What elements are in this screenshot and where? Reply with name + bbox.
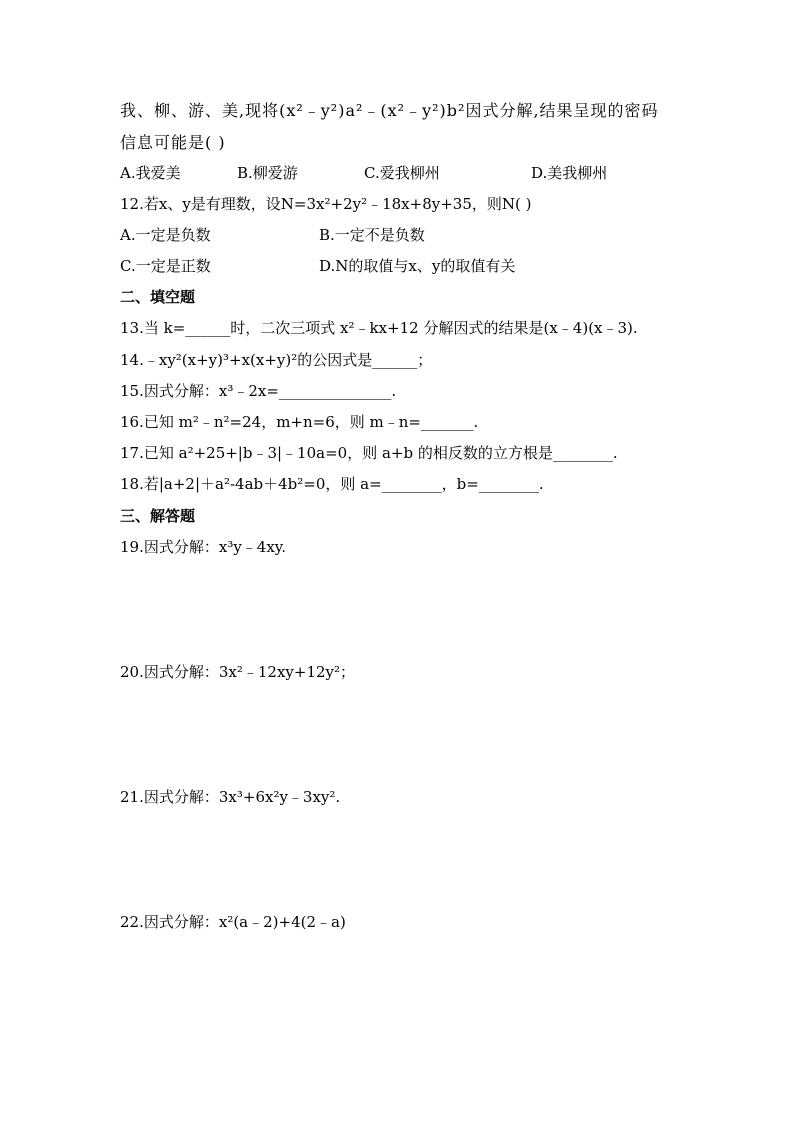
q11-option-a: A.我爱美 [120,164,181,182]
q12-option-a: A.一定是负数 [120,226,211,244]
q21: 21.因式分解：3x³+6x²y﹣3xy². [120,788,341,806]
q11-option-b: B.柳爱游 [237,164,298,182]
q20: 20.因式分解：3x²﹣12xy+12y²； [120,663,356,681]
q14: 14.﹣xy²(x+y)³+x(x+y)²的公因式是______； [120,351,433,369]
q18: 18.若|a+2|＋a²-4ab＋4b²=0，则 a=________，b=________. [120,475,544,493]
q22: 22.因式分解：x²(a﹣2)+4(2﹣a) [120,913,346,931]
q12-option-b: B.一定不是负数 [319,226,425,244]
section-solve-heading: 三、解答题 [120,507,196,525]
q12-option-d: D.N的取值与x、y的取值有关 [319,257,516,275]
q11-line2: 信息可能是( ) [120,133,226,152]
q15: 15.因式分解：x³﹣2x=_______________. [120,382,397,400]
q11-option-d: D.美我柳州 [531,164,608,182]
q12-option-c: C.一定是正数 [120,257,211,275]
q16: 16.已知 m²﹣n²=24，m+n=6，则 m﹣n=_______. [120,413,479,431]
q12-stem: 12.若x、y是有理数，设N=3x²+2y²﹣18x+8y+35，则N( ) [120,195,532,213]
q11-option-c: C.爱我柳州 [364,164,440,182]
q11-line1: 我、柳、游、美,现将(x²﹣y²)a²﹣(x²﹣y²)b²因式分解,结果呈现的密码 [120,101,659,120]
section-fill-heading: 二、填空题 [120,288,196,306]
q13: 13.当 k=______时，二次三项式 x²﹣kx+12 分解因式的结果是(x﹣4)(x﹣3). [120,319,638,337]
q19: 19.因式分解：x³y﹣4xy. [120,538,287,556]
q17: 17.已知 a²+25+|b﹣3|﹣10a=0，则 a+b 的相反数的立方根是________. [120,444,618,462]
